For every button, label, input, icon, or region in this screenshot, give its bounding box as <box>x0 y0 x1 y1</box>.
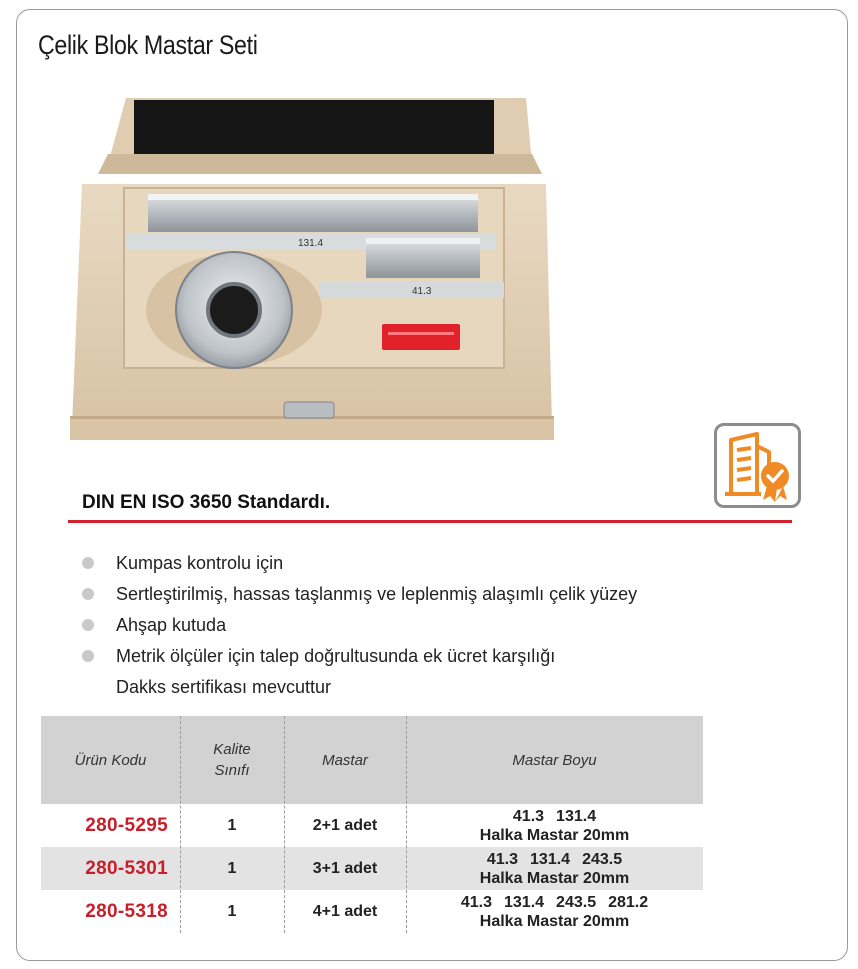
size-value: 41.3 <box>512 807 545 825</box>
table-row <box>41 804 703 847</box>
size-list <box>481 850 628 869</box>
size-value: 41.3 <box>486 850 519 868</box>
quality-class: 1 <box>227 816 237 834</box>
gauge-count: 2+1 adet <box>312 816 378 834</box>
header-gauge: Mastar <box>322 751 368 769</box>
size-value: 281.2 <box>608 893 649 911</box>
gauge-count: 4+1 adet <box>312 902 378 920</box>
size-value: 131.4 <box>530 850 571 868</box>
gauge-lengths <box>406 847 703 890</box>
feature-item: Metrik ölçüler için talep doğrultusunda ek ücret karşılığı <box>82 643 637 674</box>
page-title: Çelik Blok Mastar Seti <box>38 30 258 60</box>
gauge-label: 41.3 <box>412 286 432 297</box>
feature-continuation: Dakks sertifikası mevcuttur <box>116 677 332 697</box>
size-value: 243.5 <box>556 893 597 911</box>
bullet-dot-icon <box>82 619 94 631</box>
product-code: 280-5318 <box>85 900 168 922</box>
gauge-label: 131.4 <box>298 238 324 249</box>
feature-item: Sertleştirilmiş, hassas taşlanmış ve leplenmiş alaşımlı çelik yüzey <box>82 581 637 612</box>
table-row <box>41 847 703 890</box>
size-value: 41.3 <box>460 893 492 911</box>
bullet-dot-icon <box>82 557 94 569</box>
table-row <box>41 890 703 933</box>
standard-heading: DIN EN ISO 3650 Standardı. <box>82 492 331 513</box>
column-divider <box>180 716 181 933</box>
product-photo <box>64 96 554 446</box>
quality-class: 1 <box>227 859 237 877</box>
bullet-dot-icon <box>82 650 94 662</box>
size-value: 131.4 <box>556 807 597 825</box>
header-code: Ürün Kodu <box>74 751 147 769</box>
ring-gauge-label: Halka Mastar 20mm <box>479 912 630 930</box>
gauge-lengths <box>406 890 703 933</box>
product-code: 280-5295 <box>85 814 168 836</box>
ring-gauge-label: Halka Mastar 20mm <box>479 826 630 844</box>
table-header <box>41 716 703 804</box>
size-list <box>507 807 602 826</box>
heading-divider <box>68 520 792 523</box>
bullet-dot-icon <box>82 588 94 600</box>
gauge-lengths <box>406 804 703 847</box>
feature-item: Ahşap kutuda <box>82 612 637 643</box>
certificate-building-icon <box>714 423 801 508</box>
product-table <box>41 716 703 933</box>
size-value: 131.4 <box>504 893 545 911</box>
gauge-count: 3+1 adet <box>312 859 378 877</box>
size-list <box>455 893 654 912</box>
table-body <box>41 804 703 933</box>
header-class: Kalite Sınıfı <box>213 741 251 779</box>
header-length: Mastar Boyu <box>512 751 597 769</box>
ring-gauge-label: Halka Mastar 20mm <box>479 869 630 887</box>
column-divider <box>284 716 285 933</box>
feature-item: Kumpas kontrolu için <box>82 550 637 581</box>
feature-list <box>82 550 637 705</box>
size-value: 243.5 <box>582 850 623 868</box>
product-code: 280-5301 <box>85 857 168 879</box>
column-divider <box>406 716 407 933</box>
quality-class: 1 <box>227 902 237 920</box>
